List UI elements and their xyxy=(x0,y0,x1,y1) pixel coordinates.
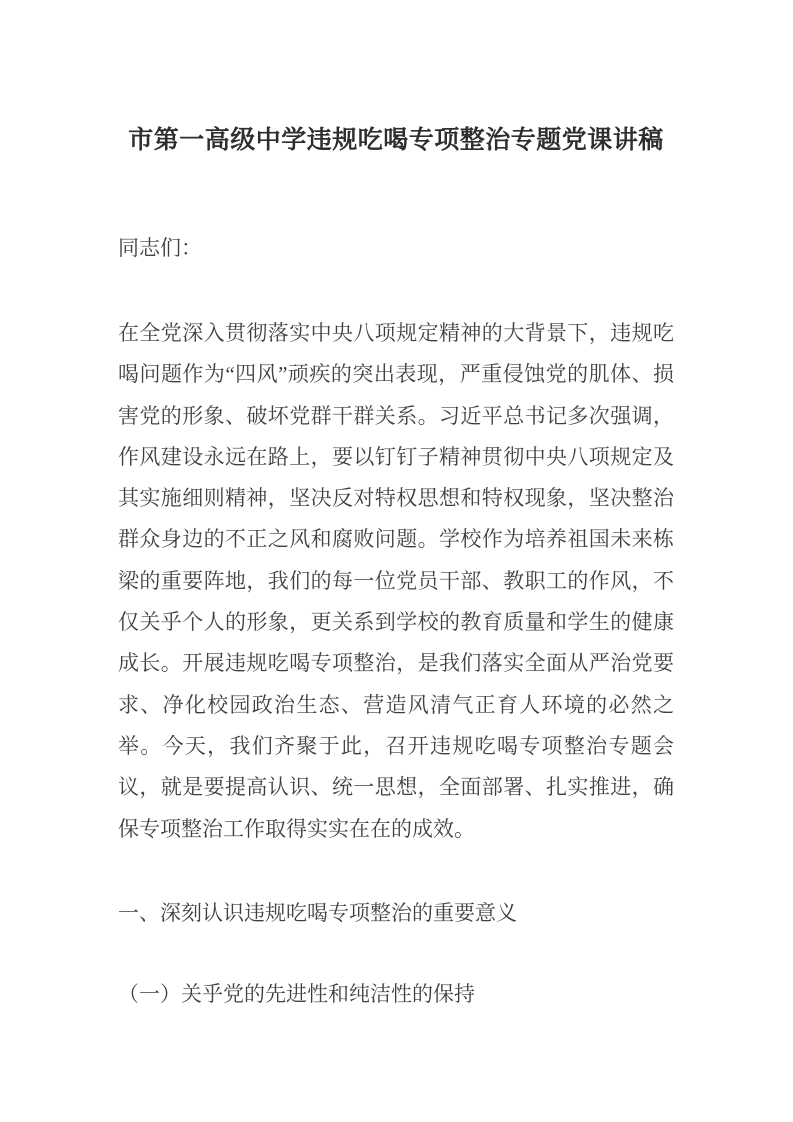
body-paragraph: 在全党深入贯彻落实中央八项规定精神的大背景下，违规吃喝问题作为“四风”顽疾的突出表现，严重侵蚀党的肌体、损害党的形象、破坏党群干群关系。习近平总书记多次强调，作风建设永远在路上，要以钉钉子精神贯彻中央八项规定及其实施细则精神，坚决反对特权思想和特权现象，坚决整治群众身边的不正之风和腐败问题。学校作为培养祖国未来栋梁的重要阵地，我们的每一位党员干部、教职工的作风，不仅关乎个人的形象，更关系到学校的教育质量和学生的健康成长。开展违规吃喝专项整治，是我们落实全面从严治党要求、净化校园政治生态、营造风清气正育人环境的必然之举。今天，我们齐聚于此，召开违规吃喝专项整治专题会议，就是要提高认识、统一思想，全面部署、扎实推进，确保专项整治工作取得实实在在的成效。 xyxy=(118,321,674,841)
document-title: 市第一高级中学违规吃喝专项整治专题党课讲稿 xyxy=(128,127,664,154)
section-heading: 一、深刻认识违规吃喝专项整治的重要意义 xyxy=(118,900,517,925)
subsection-heading: （一）关乎党的先进性和纯洁性的保持 xyxy=(118,981,475,1006)
salutation: 同志们： xyxy=(118,236,202,260)
